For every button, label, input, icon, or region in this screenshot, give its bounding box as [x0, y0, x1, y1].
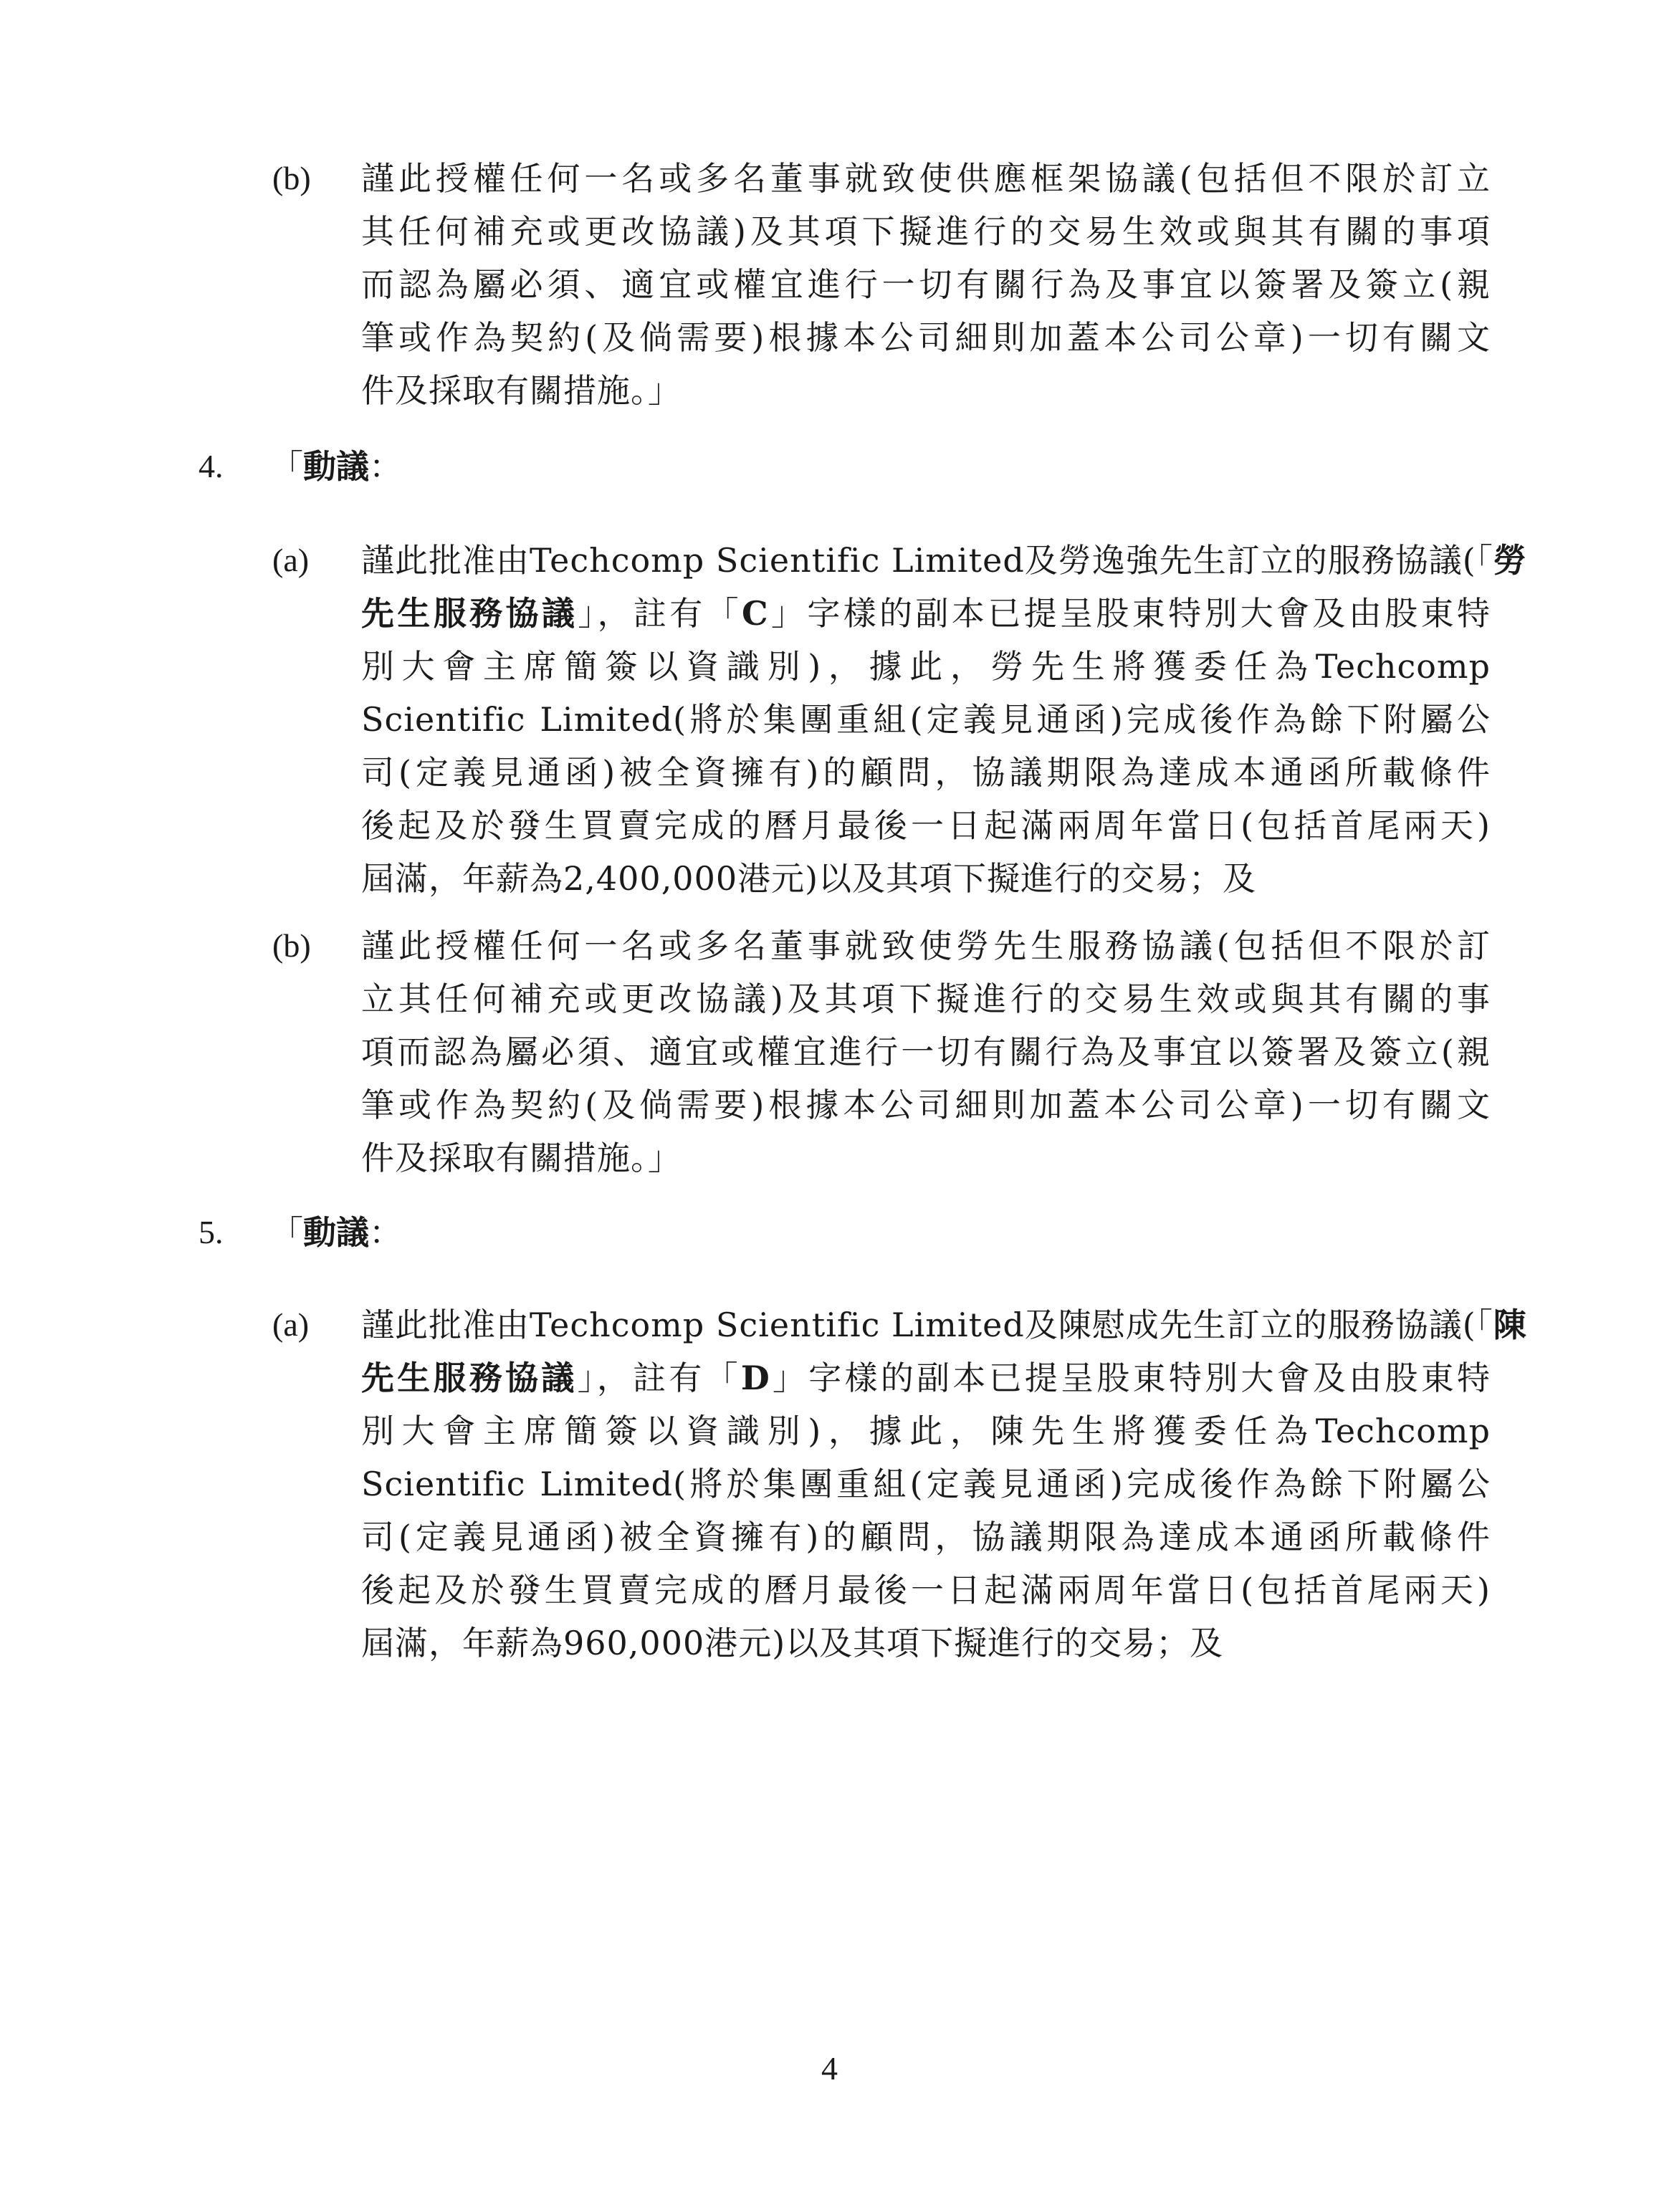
clause-body [361, 152, 1491, 417]
line-text: 」，註有「 [578, 594, 742, 633]
clause-label: (b) [272, 160, 311, 196]
clause-line: 謹此授權任何一名或多名董事就致使供應框架協議(包括但不限於訂立 [361, 159, 1491, 198]
defined-term-bold: 先生服務協議 [361, 1359, 578, 1397]
clause-line: 而認為屬必須、適宜或權宜進行一切有關行為及事宜以簽署及簽立(親 [361, 265, 1491, 304]
clause-line: 筆或作為契約(及倘需要)根據本公司細則加蓋本公司公章)一切有關文 [361, 318, 1491, 357]
clause-line: 屆滿，年薪為2,400,000港元)以及其項下擬進行的交易；及 [361, 859, 1257, 898]
mark-letter: D [740, 1359, 770, 1397]
line-text: 謹此批准由Techcomp Scientific Limited及陳慰成先生訂立的服務協議(「 [361, 1306, 1493, 1344]
clause-line: 項而認為屬必須、適宜或權宜進行一切有關行為及事宜以簽署及簽立(親 [361, 1033, 1491, 1071]
mark-letter: C [742, 594, 769, 633]
defined-term-bold: 先生服務協議 [361, 594, 578, 633]
clause-line: 司(定義見通函)被全資擁有)的顧問，協議期限為達成本通函所載條件 [361, 753, 1491, 792]
motion-title [270, 440, 402, 493]
clause-line: 件及採取有關措施。」 [361, 371, 682, 410]
clause-line: Scientific Limited(將於集團重組(定義見通函)完成後作為餘下附屬公 [361, 700, 1491, 739]
clause-line [361, 1351, 1491, 1404]
clause-line [361, 587, 1491, 640]
motion-number: 5. [199, 1214, 224, 1250]
motion-title [270, 1206, 402, 1259]
line-text: 」，註有「 [577, 1359, 741, 1397]
colon: ： [369, 447, 402, 486]
clause-body [361, 534, 1527, 905]
clause-line: 件及採取有關措施。」 [361, 1139, 682, 1177]
line-text: 」字樣的副本已提呈股東特別大會及由股東特 [768, 594, 1491, 633]
clause-line: 立其任何補充或更改協議)及其項下擬進行的交易生效或與其有關的事 [361, 980, 1491, 1018]
clause-line [361, 1298, 1527, 1351]
clause-line: 屆滿，年薪為960,000港元)以及其項下擬進行的交易；及 [361, 1624, 1224, 1662]
motion-title-bold: 動議 [303, 1213, 369, 1252]
quote-open: 「 [270, 447, 303, 486]
defined-term-bold: 勞 [1493, 541, 1527, 580]
clause-body [361, 919, 1491, 1184]
page-number: 4 [821, 2050, 838, 2087]
line-text: 」字樣的副本已提呈股東特別大會及由股東特 [770, 1359, 1491, 1397]
clause-line: 筆或作為契約(及倘需要)根據本公司細則加蓋本公司公章)一切有關文 [361, 1086, 1491, 1124]
clause-line: Scientific Limited(將於集團重組(定義見通函)完成後作為餘下附屬公 [361, 1465, 1491, 1503]
clause-label: (a) [272, 1306, 310, 1343]
quote-open: 「 [270, 1213, 303, 1252]
defined-term-bold: 陳 [1493, 1306, 1527, 1344]
clause-line: 後起及於發生買賣完成的曆月最後一日起滿兩周年當日(包括首尾兩天) [361, 806, 1491, 845]
clause-line [361, 534, 1527, 587]
clause-line: 別大會主席簡簽以資識別)，據此，陳先生將獲委任為Techcomp [361, 1412, 1491, 1450]
clause-label: (a) [272, 542, 310, 578]
clause-body [361, 1298, 1527, 1670]
clause-line: 謹此授權任何一名或多名董事就致使勞先生服務協議(包括但不限於訂 [361, 927, 1491, 965]
clause-line: 司(定義見通函)被全資擁有)的顧問，協議期限為達成本通函所載條件 [361, 1518, 1491, 1556]
motion-number: 4. [199, 448, 224, 484]
colon: ： [369, 1213, 402, 1252]
clause-line: 別大會主席簡簽以資識別)，據此，勞先生將獲委任為Techcomp [361, 647, 1491, 686]
clause-label: (b) [272, 927, 311, 964]
clause-line: 後起及於發生買賣完成的曆月最後一日起滿兩周年當日(包括首尾兩天) [361, 1571, 1491, 1609]
clause-line: 其任何補充或更改協議)及其項下擬進行的交易生效或與其有關的事項 [361, 212, 1491, 251]
line-text: 謹此批准由Techcomp Scientific Limited及勞逸強先生訂立的服務協議(「 [361, 541, 1493, 580]
motion-title-bold: 動議 [303, 447, 369, 486]
